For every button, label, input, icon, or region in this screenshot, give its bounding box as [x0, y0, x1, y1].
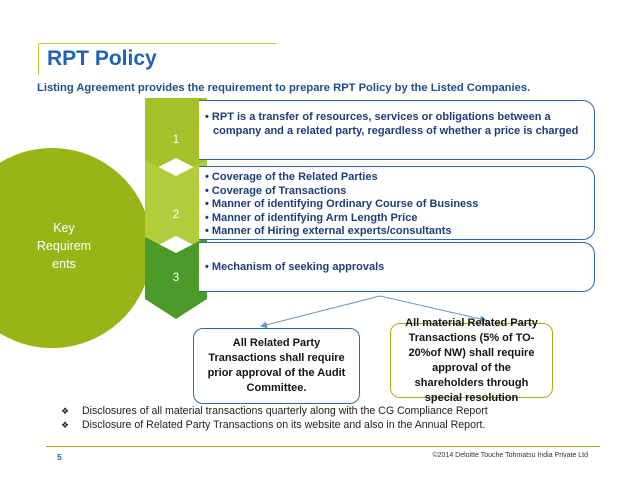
step-3-panel: [199, 242, 595, 292]
bullet-text: Disclosure of Related Party Transactions on its website and also in the Annual Report.: [82, 419, 486, 431]
step-3-item: • Mechanism of seeking approvals: [205, 261, 385, 273]
shareholder-approval-text: All material Related Party Transactions (5% of TO-20%of NW) shall require approval of the shareholders through special resolution: [405, 316, 538, 404]
step-2-panel: [199, 166, 595, 240]
page-number: 5: [57, 452, 62, 462]
title-rule: [38, 43, 276, 44]
step-2-item: • Manner of identifying Ordinary Course of Business: [205, 198, 479, 211]
key-requirements-label: Key Requirem ents: [36, 221, 92, 271]
slide-subtitle: Listing Agreement provides the requirement to prepare RPT Policy by the Listed Companies.: [37, 82, 531, 94]
copyright-text: ©2014 Deloitte Touche Tohmatsu India Private Ltd: [432, 452, 588, 459]
disclosure-bullets: [61, 404, 621, 432]
list-item: [61, 404, 621, 418]
slide-title: RPT Policy: [47, 47, 157, 70]
footer-rule: [46, 446, 600, 447]
list-item: [61, 418, 621, 432]
step-2-item: • Coverage of Transactions: [205, 184, 347, 197]
step-2-item: • Coverage of the Related Parties: [205, 171, 378, 183]
step-3-number: 3: [172, 272, 180, 284]
diamond-bullet-icon: ❖: [61, 420, 70, 430]
bullet-text: Disclosures of all material transactions quarterly along with the CG Compliance Report: [82, 405, 488, 417]
audit-committee-approval-text: All Related Party Transactions shall require prior approval of the Audit Committee.: [207, 337, 346, 394]
title-rule-vertical: [38, 43, 39, 75]
shareholder-approval-box: [390, 316, 553, 404]
audit-committee-approval-box: [193, 328, 360, 404]
step-2-number: 2: [172, 209, 180, 221]
step-1-panel: [199, 100, 595, 160]
step-2-item: • Manner of Hiring external experts/consultants: [205, 225, 452, 238]
step-1-number: 1: [172, 134, 180, 146]
step-1-item: • RPT is a transfer of resources, services or obligations between a company and a related party, regardless of whether a price is charged: [205, 111, 579, 137]
step-2-item: • Manner of identifying Arm Length Price: [205, 211, 418, 224]
diamond-bullet-icon: ❖: [61, 406, 70, 416]
